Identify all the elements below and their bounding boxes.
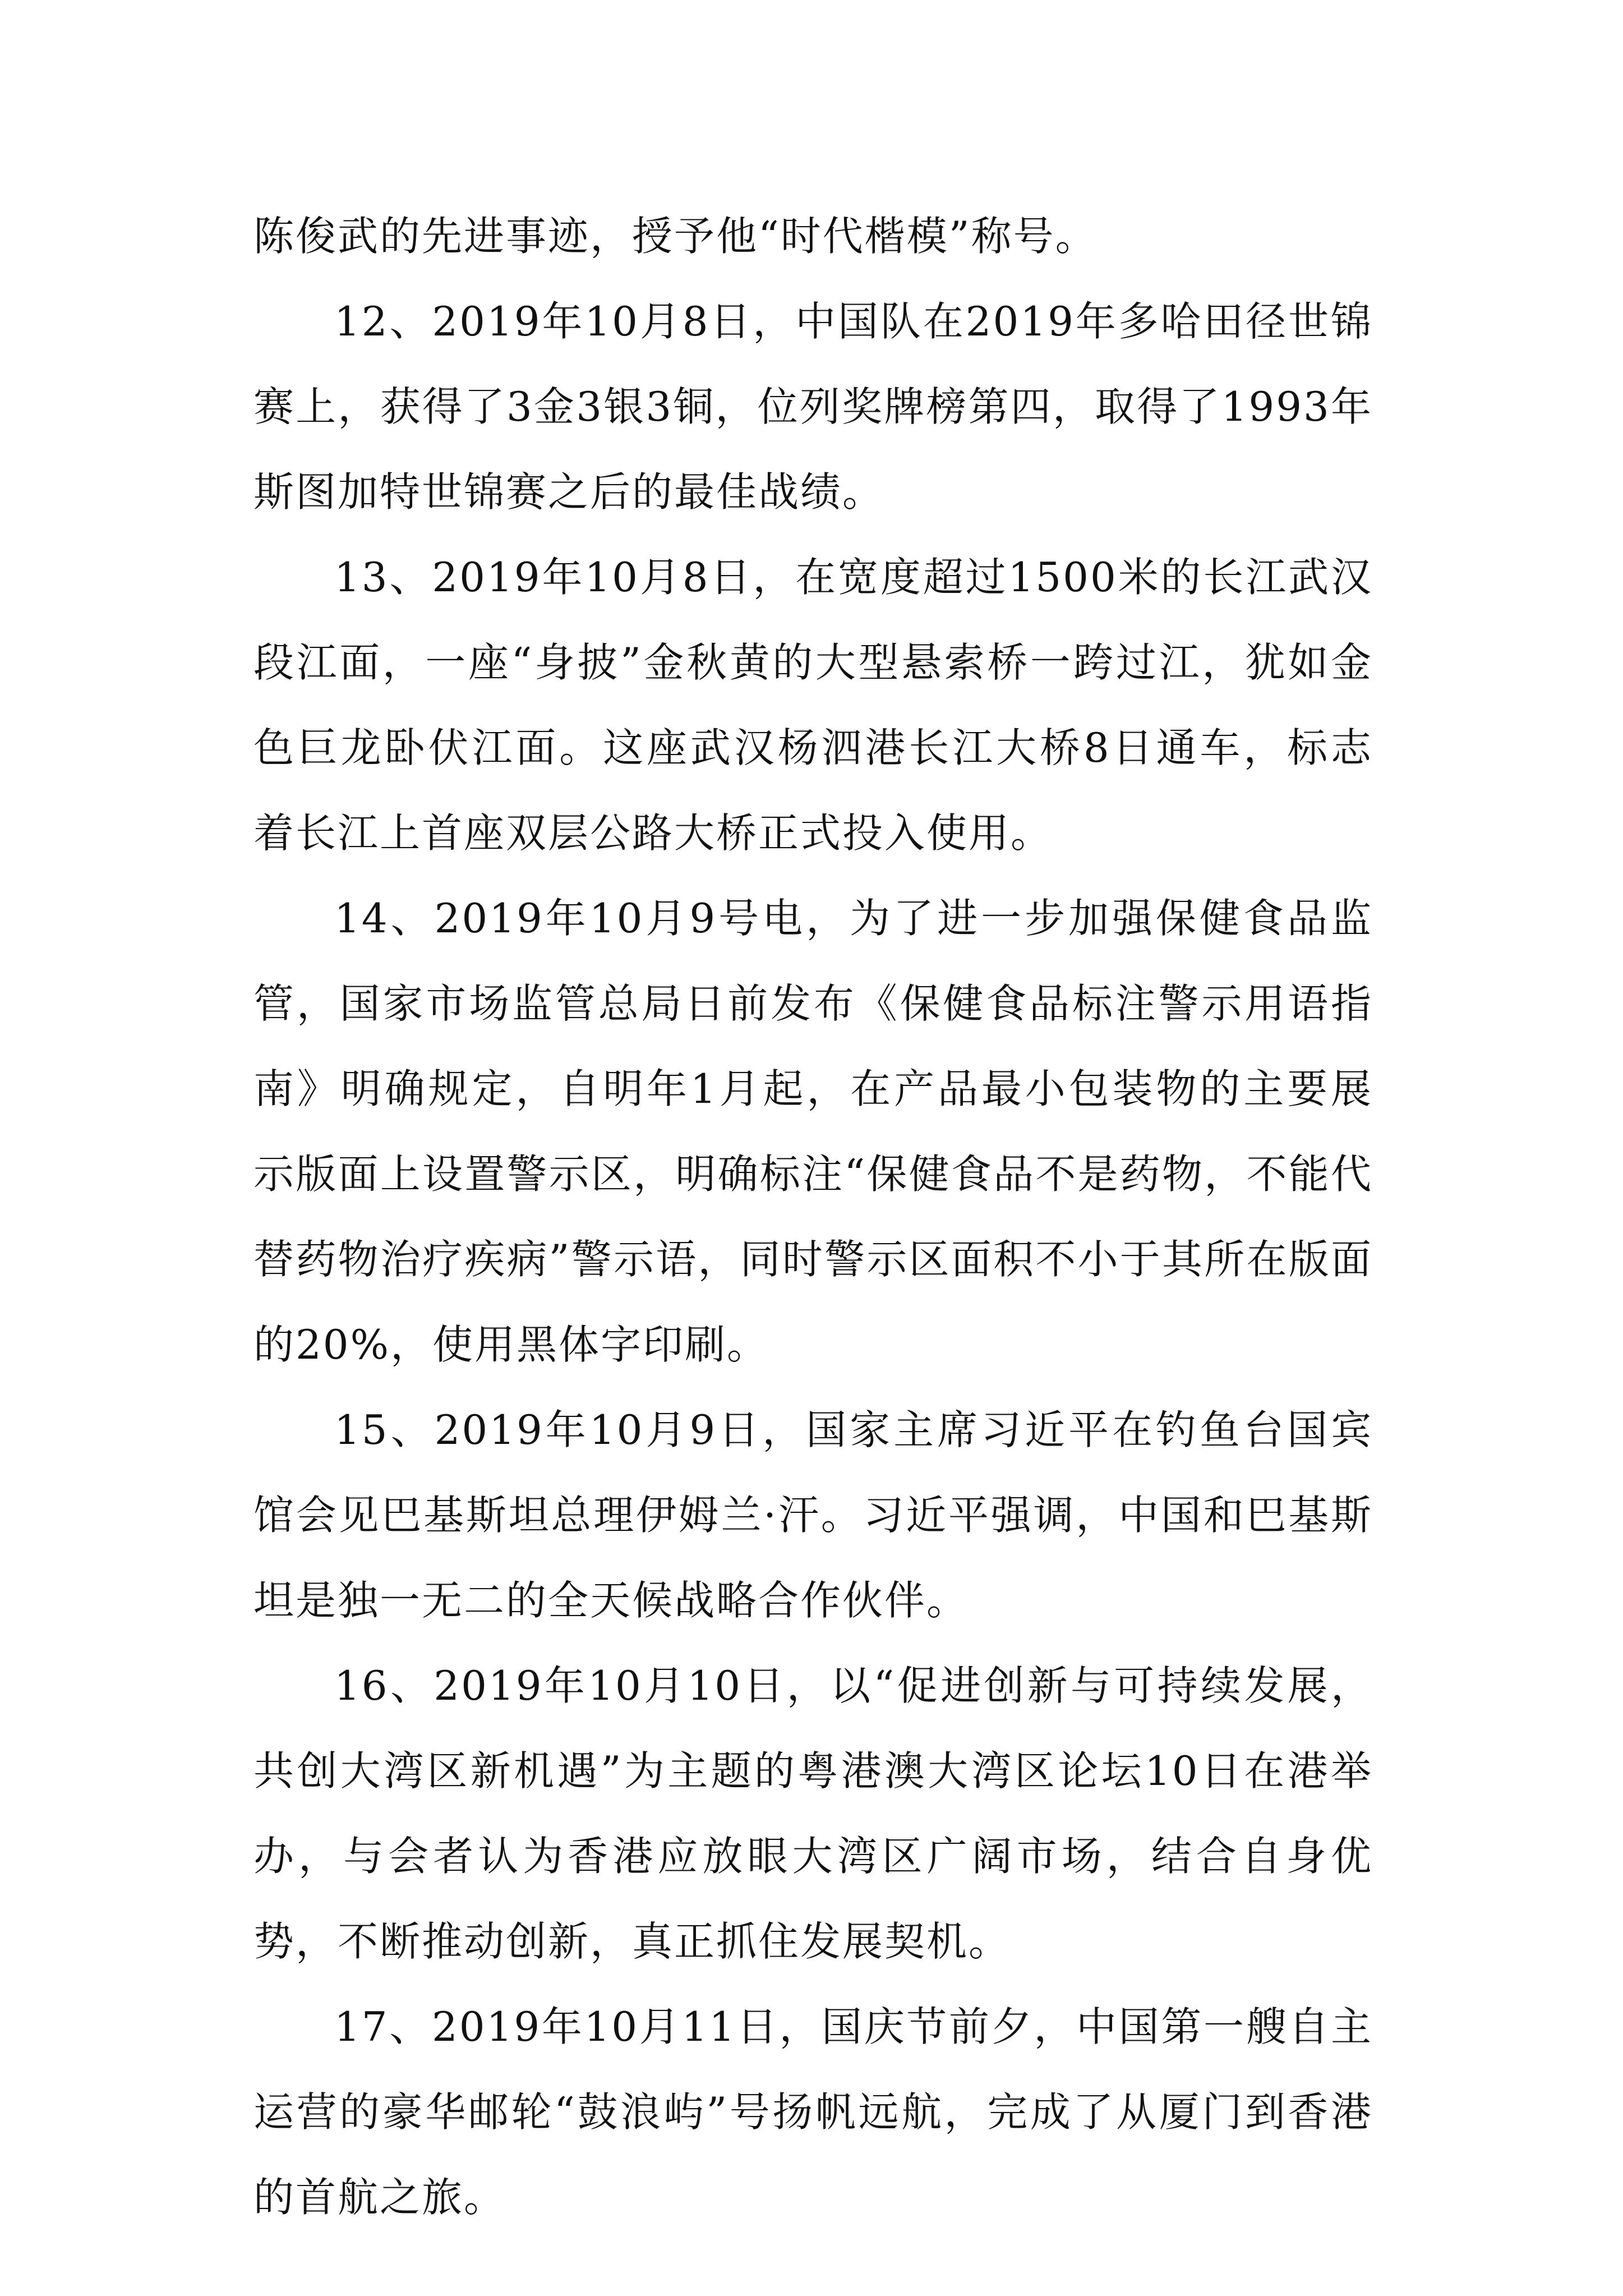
paragraph-continuation: 陈俊武的先进事迹，授予他“时代楷模”称号。 (253, 213, 1098, 260)
paragraph-item-16: 16、2019年10月10日，以“促进创新与可持续发展，共创大湾区新机遇”为主题的粤港澳大湾区论坛10日在港举办，与会者认为香港应放眼大湾区广阔市场，结合自身优势，不断推动创新，真正抓住发展契机。 (253, 1662, 1373, 1965)
paragraph-item-17: 17、2019年10月11日，国庆节前夕，中国第一艘自主运营的豪华邮轮“鼓浪屿”号扬帆远航，完成了从厦门到香港的首航之旅。 (253, 2003, 1373, 2221)
paragraph-item-12: 12、2019年10月8日，中国队在2019年多哈田径世锦赛上，获得了3金3银3铜，位列奖牌榜第四，取得了1993年斯图加特世锦赛之后的最佳战绩。 (253, 298, 1373, 516)
paragraph-item-14: 14、2019年10月9号电，为了进一步加强保健食品监管，国家市场监管总局日前发布《保健食品标注警示用语指南》明确规定，自明年1月起，在产品最小包装物的主要展示版面上设置警示区，明确标注“保健食品不是药物，不能代替药物治疗疾病”警示语，同时警示区面积不小于其所在版面的20%，使用黑体字印刷。 (253, 895, 1373, 1368)
paragraph-item-15: 15、2019年10月9日，国家主席习近平在钓鱼台国宾馆会见巴基斯坦总理伊姆兰·汗。习近平强调，中国和巴基斯坦是独一无二的全天候战略合作伙伴。 (253, 1406, 1373, 1624)
paragraph-item-13: 13、2019年10月8日，在宽度超过1500米的长江武汉段江面，一座“身披”金秋黄的大型悬索桥一跨过江，犹如金色巨龙卧伏江面。这座武汉杨泗港长江大桥8日通车，标志着长江上首座双层公路大桥正式投入使用。 (253, 554, 1373, 857)
document-body (253, 194, 1373, 2240)
